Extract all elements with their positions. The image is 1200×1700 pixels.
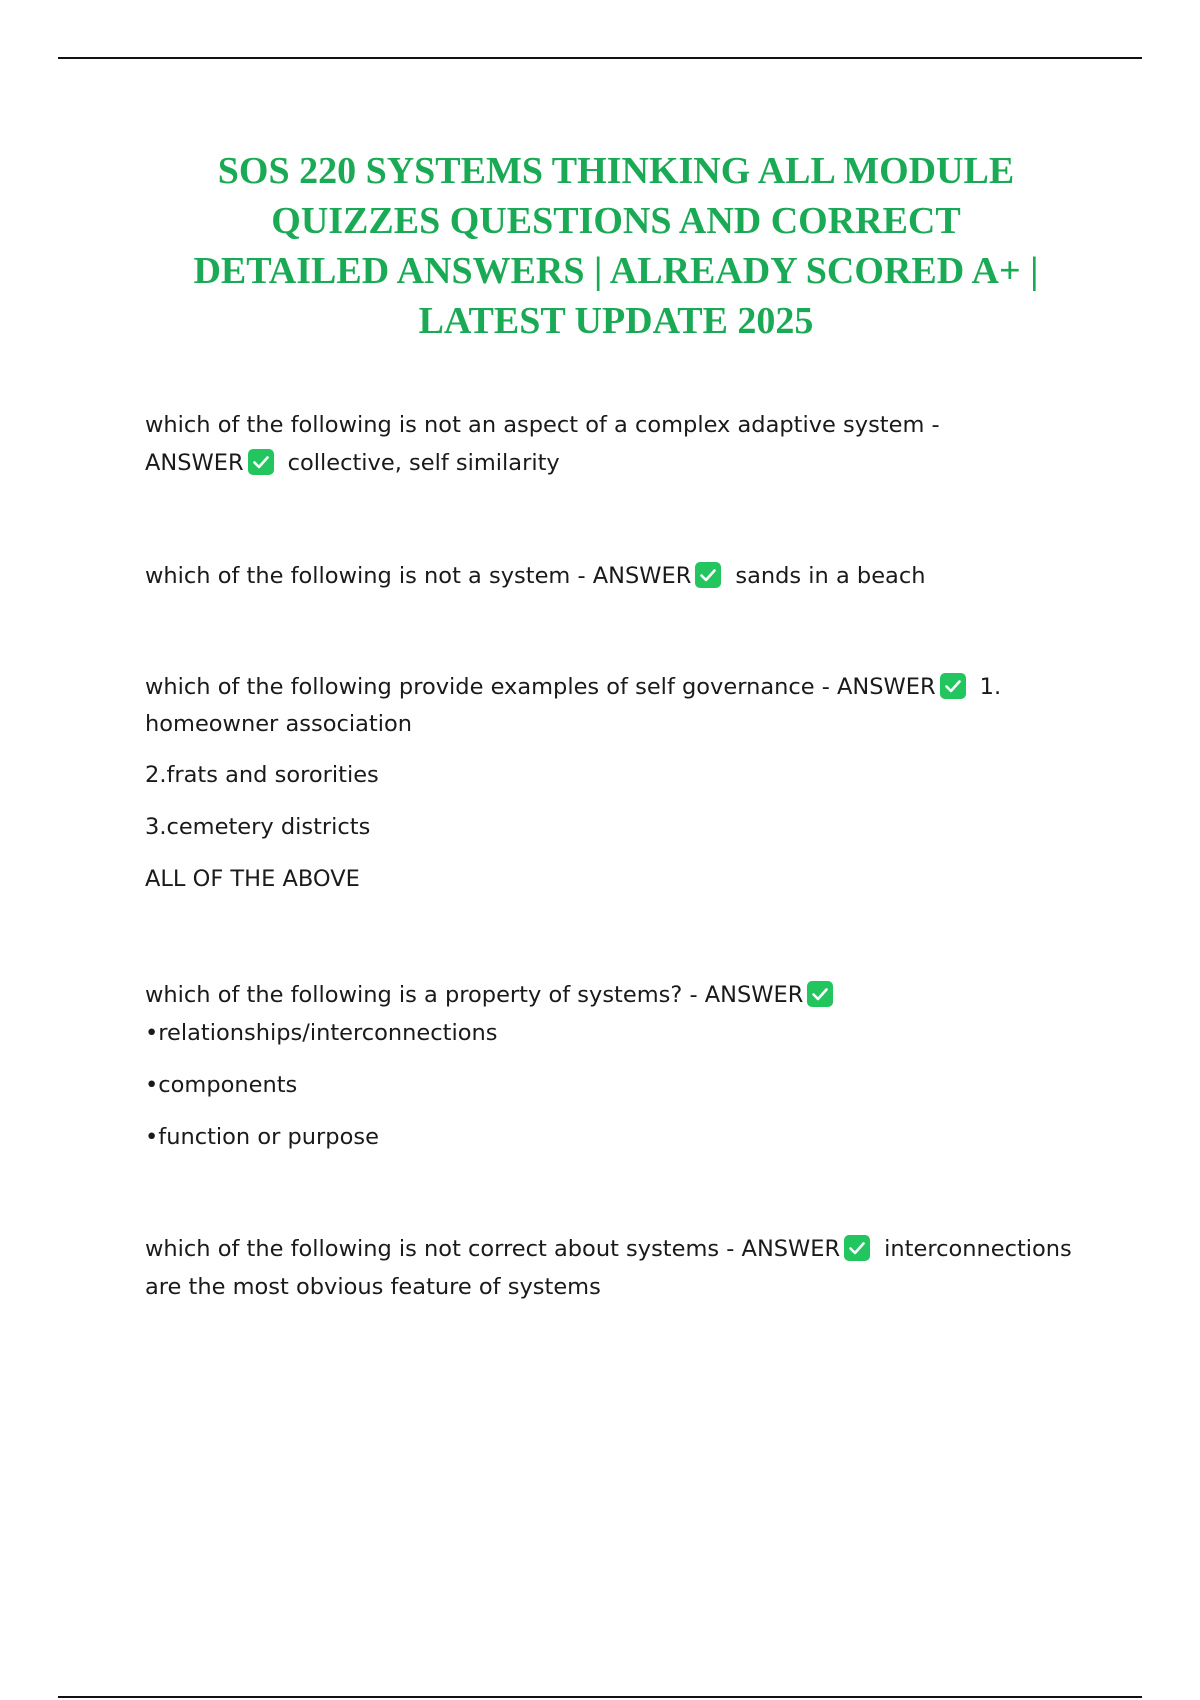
question-text: which of the following is a property of systems? - bbox=[145, 982, 698, 1008]
top-rule bbox=[58, 57, 1142, 59]
answer-text: interconnections bbox=[884, 1236, 1072, 1262]
qa-item-5 bbox=[145, 1230, 1105, 1306]
qa-item-4 bbox=[145, 976, 1105, 1156]
answer-list-item: •components bbox=[145, 1072, 298, 1098]
checkmark-box-icon bbox=[248, 449, 274, 475]
answer-continuation: are the most obvious feature of systems bbox=[145, 1274, 601, 1300]
question-answer-line bbox=[145, 668, 1105, 706]
title-line-4: LATEST UPDATE 2025 bbox=[418, 300, 814, 342]
title-line-2: QUIZZES QUESTIONS AND CORRECT bbox=[271, 200, 961, 242]
question-answer-line bbox=[145, 1230, 1105, 1268]
question-answer-line bbox=[145, 976, 1105, 1014]
checkmark-box-icon bbox=[844, 1235, 870, 1261]
bottom-rule bbox=[58, 1696, 1142, 1698]
checkmark-box-icon bbox=[695, 562, 721, 588]
question-text: which of the following is not correct about systems - bbox=[145, 1236, 735, 1262]
question-text: which of the following provide examples of self governance - bbox=[145, 674, 830, 700]
qa-item-3 bbox=[145, 668, 1105, 898]
answer-text: collective, self similarity bbox=[287, 450, 560, 476]
answer-list-item: ALL OF THE ABOVE bbox=[145, 866, 360, 892]
document-title bbox=[120, 146, 1112, 346]
question-answer-line bbox=[145, 557, 1105, 595]
answer-list-item: 3.cemetery districts bbox=[145, 814, 371, 840]
answer-list-item: 2.frats and sororities bbox=[145, 762, 379, 788]
checkmark-box-icon bbox=[940, 673, 966, 699]
qa-item-2 bbox=[145, 557, 1105, 595]
answer-text: sands in a beach bbox=[735, 563, 926, 589]
answer-label: ANSWER bbox=[145, 450, 244, 476]
answer-line bbox=[145, 444, 1105, 482]
answer-label: ANSWER bbox=[704, 982, 804, 1008]
qa-item-1 bbox=[145, 406, 1105, 482]
answer-label: ANSWER bbox=[741, 1236, 841, 1262]
answer-label: ANSWER bbox=[592, 563, 692, 589]
answer-text: 1. bbox=[979, 674, 1002, 700]
answer-list-item: •relationships/interconnections bbox=[145, 1020, 498, 1046]
answer-continuation: homeowner association bbox=[145, 711, 412, 737]
answer-list-item: •function or purpose bbox=[145, 1124, 379, 1150]
checkmark-box-icon bbox=[807, 981, 833, 1007]
title-line-1: SOS 220 SYSTEMS THINKING ALL MODULE bbox=[217, 150, 1015, 192]
question-text: which of the following is not a system - bbox=[145, 563, 586, 589]
title-line-3: DETAILED ANSWERS | ALREADY SCORED A+ | bbox=[193, 250, 1039, 292]
question-text: which of the following is not an aspect of a complex adaptive system - bbox=[145, 412, 940, 438]
answer-label: ANSWER bbox=[837, 674, 936, 700]
